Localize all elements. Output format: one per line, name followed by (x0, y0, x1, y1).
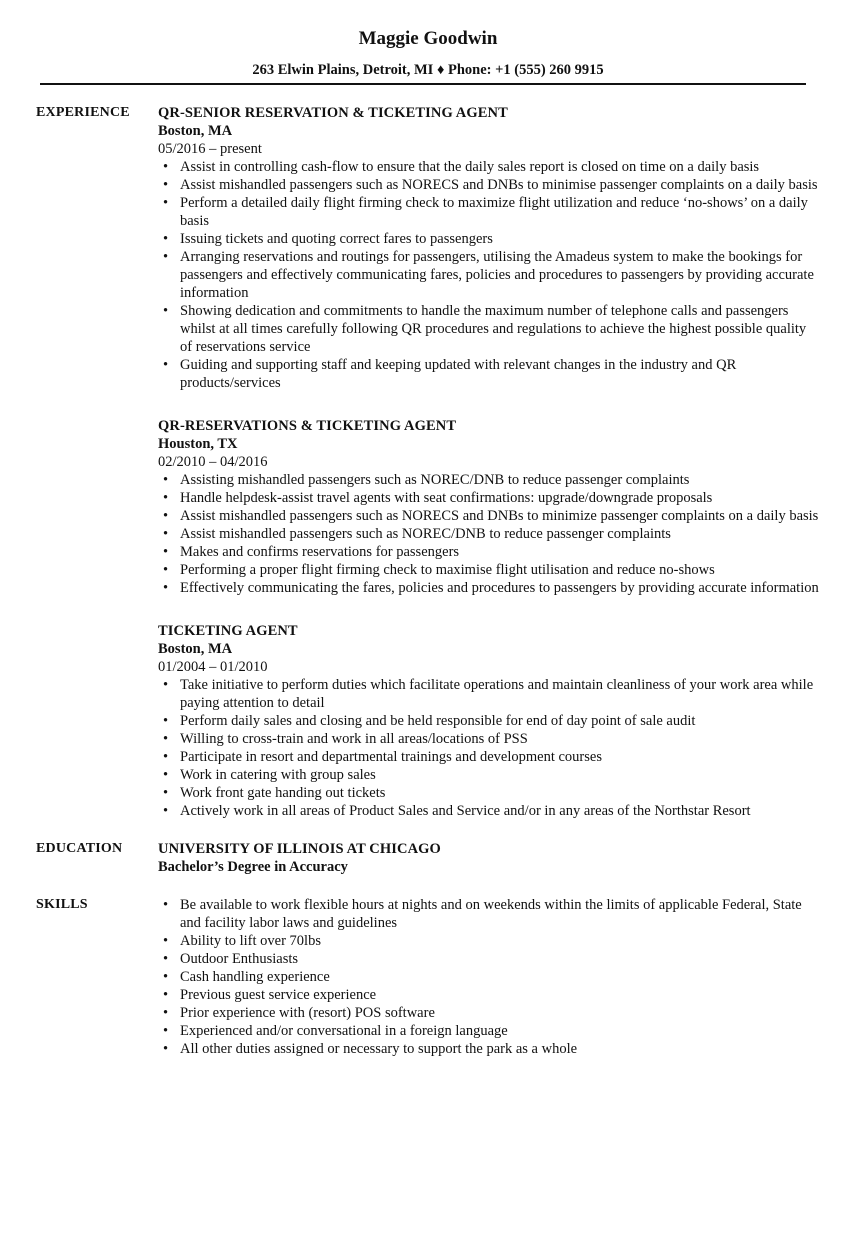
section-label-education: EDUCATION (36, 841, 123, 856)
job-entry (158, 417, 820, 597)
job-dates: 05/2016 – present (158, 141, 262, 157)
list-item: • Issuing tickets and quoting correct fares to passengers (180, 230, 820, 248)
list-item: • Assist in controlling cash-flow to ensure that the daily sales report is closed on time on a daily basis (180, 158, 820, 176)
list-item: • Assist mishandled passengers such as NORECS and DNBs to minimize passenger complaints on a daily basis (180, 507, 820, 525)
list-item: • Guiding and supporting staff and keeping updated with relevant changes in the industry and QR products/services (180, 356, 820, 392)
education-section (36, 840, 820, 876)
skills-section (36, 896, 820, 1058)
list-item: • Work front gate handing out tickets (180, 784, 820, 802)
skills-body (158, 896, 820, 1058)
degree: Bachelor’s Degree in Accuracy (158, 859, 348, 875)
list-item: • Assisting mishandled passengers such as NOREC/DNB to reduce passenger complaints (180, 471, 820, 489)
list-item: • Ability to lift over 70lbs (180, 932, 820, 950)
list-item: • Prior experience with (resort) POS software (180, 1004, 820, 1022)
list-item: • Showing dedication and commitments to handle the maximum number of telephone calls and passengers whilst at all times carefully following QR procedures and regulations to achieve the highest possible quality of reservations service (180, 302, 820, 356)
list-item: • Experienced and/or conversational in a foreign language (180, 1022, 820, 1040)
list-item: • Willing to cross-train and work in all areas/locations of PSS (180, 730, 820, 748)
candidate-name: Maggie Goodwin (358, 28, 498, 49)
list-item: • Take initiative to perform duties which facilitate operations and maintain cleanliness of your work area while paying attention to detail (180, 676, 820, 712)
list-item: • Handle helpdesk-assist travel agents with seat confirmations: upgrade/downgrade proposals (180, 489, 820, 507)
list-item: • Performing a proper flight firming check to maximise flight utilisation and reduce no-shows (180, 561, 820, 579)
education-body (158, 840, 820, 876)
job-spacer (158, 392, 820, 417)
list-item: • Assist mishandled passengers such as NOREC/DNB to reduce passenger complaints (180, 525, 820, 543)
job-location: Houston, TX (158, 436, 238, 452)
list-item: • Makes and confirms reservations for passengers (180, 543, 820, 561)
list-item: • Assist mishandled passengers such as NORECS and DNBs to minimise passenger complaints on a daily basis (180, 176, 820, 194)
list-item: • All other duties assigned or necessary to support the park as a whole (180, 1040, 820, 1058)
job-bullets (158, 471, 820, 597)
list-item: • Actively work in all areas of Product Sales and Service and/or in any areas of the Northstar Resort (180, 802, 820, 820)
job-dates: 01/2004 – 01/2010 (158, 659, 268, 675)
job-entry (158, 104, 820, 392)
job-entry (158, 622, 820, 820)
job-title: QR-SENIOR RESERVATION & TICKETING AGENT (158, 105, 508, 121)
job-location: Boston, MA (158, 641, 233, 657)
list-item: • Participate in resort and departmental trainings and development courses (180, 748, 820, 766)
job-bullets (158, 158, 820, 392)
list-item: • Effectively communicating the fares, policies and procedures to passengers by providing accurate information (180, 579, 820, 597)
school-name: UNIVERSITY OF ILLINOIS AT CHICAGO (158, 841, 441, 857)
list-item: • Arranging reservations and routings for passengers, utilising the Amadeus system to make the bookings for passengers and effectively communicating fares, policies and procedures to passengers by providing accurate information (180, 248, 820, 302)
list-item: • Previous guest service experience (180, 986, 820, 1004)
list-item: • Perform a detailed daily flight firming check to maximize flight utilization and reduce ‘no-shows’ on a daily basis (180, 194, 820, 230)
experience-body (158, 104, 820, 820)
experience-section (36, 104, 820, 820)
list-item: • Be available to work flexible hours at nights and on weekends within the limits of applicable Federal, State and facility labor laws and guidelines (180, 896, 820, 932)
job-title: QR-RESERVATIONS & TICKETING AGENT (158, 418, 457, 434)
job-bullets (158, 676, 820, 820)
header-divider (40, 83, 806, 85)
section-label-skills: SKILLS (36, 897, 88, 912)
skills-list (158, 896, 820, 1058)
job-dates: 02/2010 – 04/2016 (158, 454, 268, 470)
job-location: Boston, MA (158, 123, 233, 139)
job-spacer (158, 597, 820, 622)
section-label-experience: EXPERIENCE (36, 105, 130, 120)
list-item: • Outdoor Enthusiasts (180, 950, 820, 968)
list-item: • Work in catering with group sales (180, 766, 820, 784)
list-item: • Cash handling experience (180, 968, 820, 986)
list-item: • Perform daily sales and closing and be held responsible for end of day point of sale audit (180, 712, 820, 730)
contact-line: 263 Elwin Plains, Detroit, MI ♦ Phone: +1 (555) 260 9915 (252, 62, 604, 78)
job-title: TICKETING AGENT (158, 623, 298, 639)
